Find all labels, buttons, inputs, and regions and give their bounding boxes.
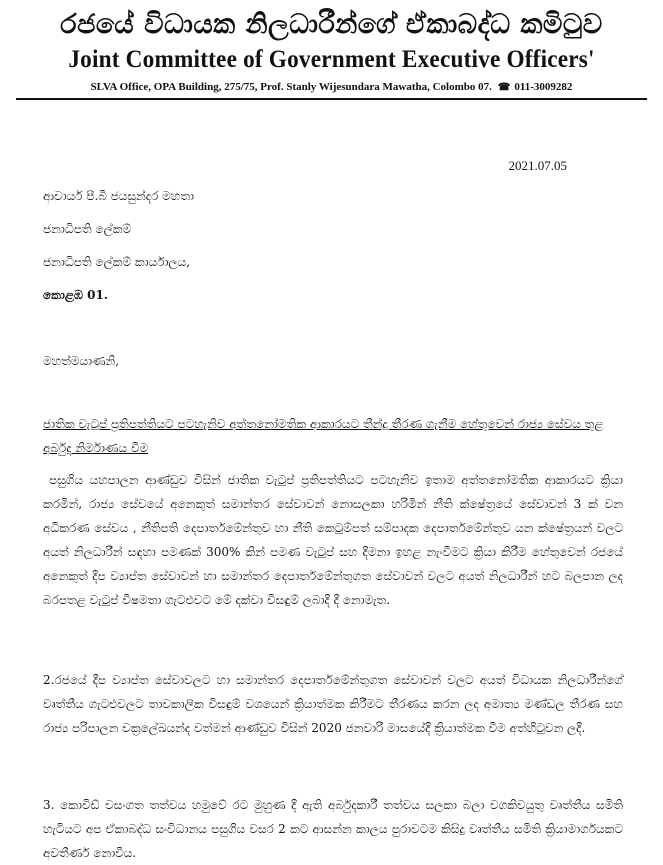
recipient-title: ජනාධිපති ලේකම් xyxy=(43,222,132,236)
salutation: මහත්මයාණනි, xyxy=(43,354,120,368)
telephone-icon: ☎ xyxy=(497,81,511,93)
letterhead-address-line xyxy=(0,81,663,93)
letter-date: 2021.07.05 xyxy=(508,158,567,173)
recipient-city: කොළඹ 01. xyxy=(43,288,108,302)
letterhead-divider xyxy=(16,98,647,100)
body-paragraph-3: 3. කොවිඩ් වසංගත තත්වය හමුවේ රට මුහුණ දී ඇති අර්බුදකාරී තත්වය සලකා බලා වගකිවයුතු වෘත්තීය සමිති හැටියට අප ඒකාබද්ධ සංවිධානය පසුගිය වසර 2 කට ආසන්න කාලය පුරාවටම කිසිදු වෘත්තීය සමිති ක්‍රියාමාර්ගයකට අවතීර්ණ නොවීය. xyxy=(43,798,623,860)
letterhead-title-english: Joint Committee of Government Executive Officers' xyxy=(68,46,595,73)
body-paragraph-2: 2.රජයේ දීප ව්‍යාප්ත සේවාවලට හා සමාන්තර දෙපාර්තමේන්තුගත සේවාවන් වලට අයත් විධායක නිලධාරීන්ගේ වෘත්තීය ගැටළුවලට තාවකාලික විසඳුම් වශයෙන් ක්‍රියාත්මක කිරීමට තීරණය කරන ලද අමාත්‍ය මණ්ඩල තීරණ සහ රාජ්‍ය පරිපාලන චක්‍රලේඛයන්ද වත්මන් ආණ්ඩුව විසින් 2020 ජනවාරි මාසයේදී ක්‍රියාත්මක වීම අත්හිටුවන ලදී. xyxy=(43,673,623,735)
letterhead-title-sinhala: රජයේ විධායක නිලධාරීන්ගේ ඒකාබද්ධ කමිටුව xyxy=(60,9,603,40)
recipient-block xyxy=(43,186,194,318)
recipient-name: ආචාර්ය පී.බී ජයසුන්දර මහතා xyxy=(43,189,194,203)
letter-subject: ජාතික වැටුප් ප්‍රතිපත්තියට පටහැනිව අත්තනෝමතික ආකාරයට තීන්දු තීරණ ගැනීම හේතුවෙන් රාජ්‍ය සේවය තුළ අර්බුද නිර්මාණය වීම xyxy=(43,417,604,455)
letterhead-phone: 011-3009282 xyxy=(514,81,573,93)
body-paragraph-1: පසුගිය යහපාලන ආණ්ඩුව විසින් ජාතික වැටුප් ප්‍රතිපත්තියට පටහැනිව ඉතාම අත්තනෝමතික ආකාරයට ක්‍රියා කරමින්, රාජ්‍ය සේවයේ අනෙකුත් සමාන්තර සේවාවන් නොසලකා හරිමින් නීති ක්ෂේත්‍රයේ සේවාවන් 3 ක් වන අධිකරණ සේවය , නීතිපති දෙපාර්තමේන්තුව හා නීති කෙටුම්පත් සම්පාදක දෙපාර්තමේන්තුව යන ක්ෂේත්‍රයන් වලට අයත් නිලධාරීන් සඳහා පමණක් 300% කින් පමණ වැටුප් සහ දීමනා ඉහළ නැංවීමට ක්‍රියා කිරීම හේතුවෙන් රජයේ අනෙකුත් දීප ව්‍යාප්ත සේවාවන් හා සමාන්තර දෙපාර්තමේන්තුගත සේවාවන් වලට අයත් නිලධාරීන් හට බලපාන ලද බරපතළ වැටුප් විෂමතා ගැටළුවට මේ දක්වා විසඳුම් ලබාදී දී නොමැත. xyxy=(43,473,623,607)
letter-page xyxy=(0,8,663,862)
letterhead-address: SLVA Office, OPA Building, 275/75, Prof. Stanly Wijesundara Mawatha, Colombo 07. xyxy=(90,81,492,93)
recipient-office: ජනාධිපති ලේකම් කාර්යාලය, xyxy=(43,255,191,269)
